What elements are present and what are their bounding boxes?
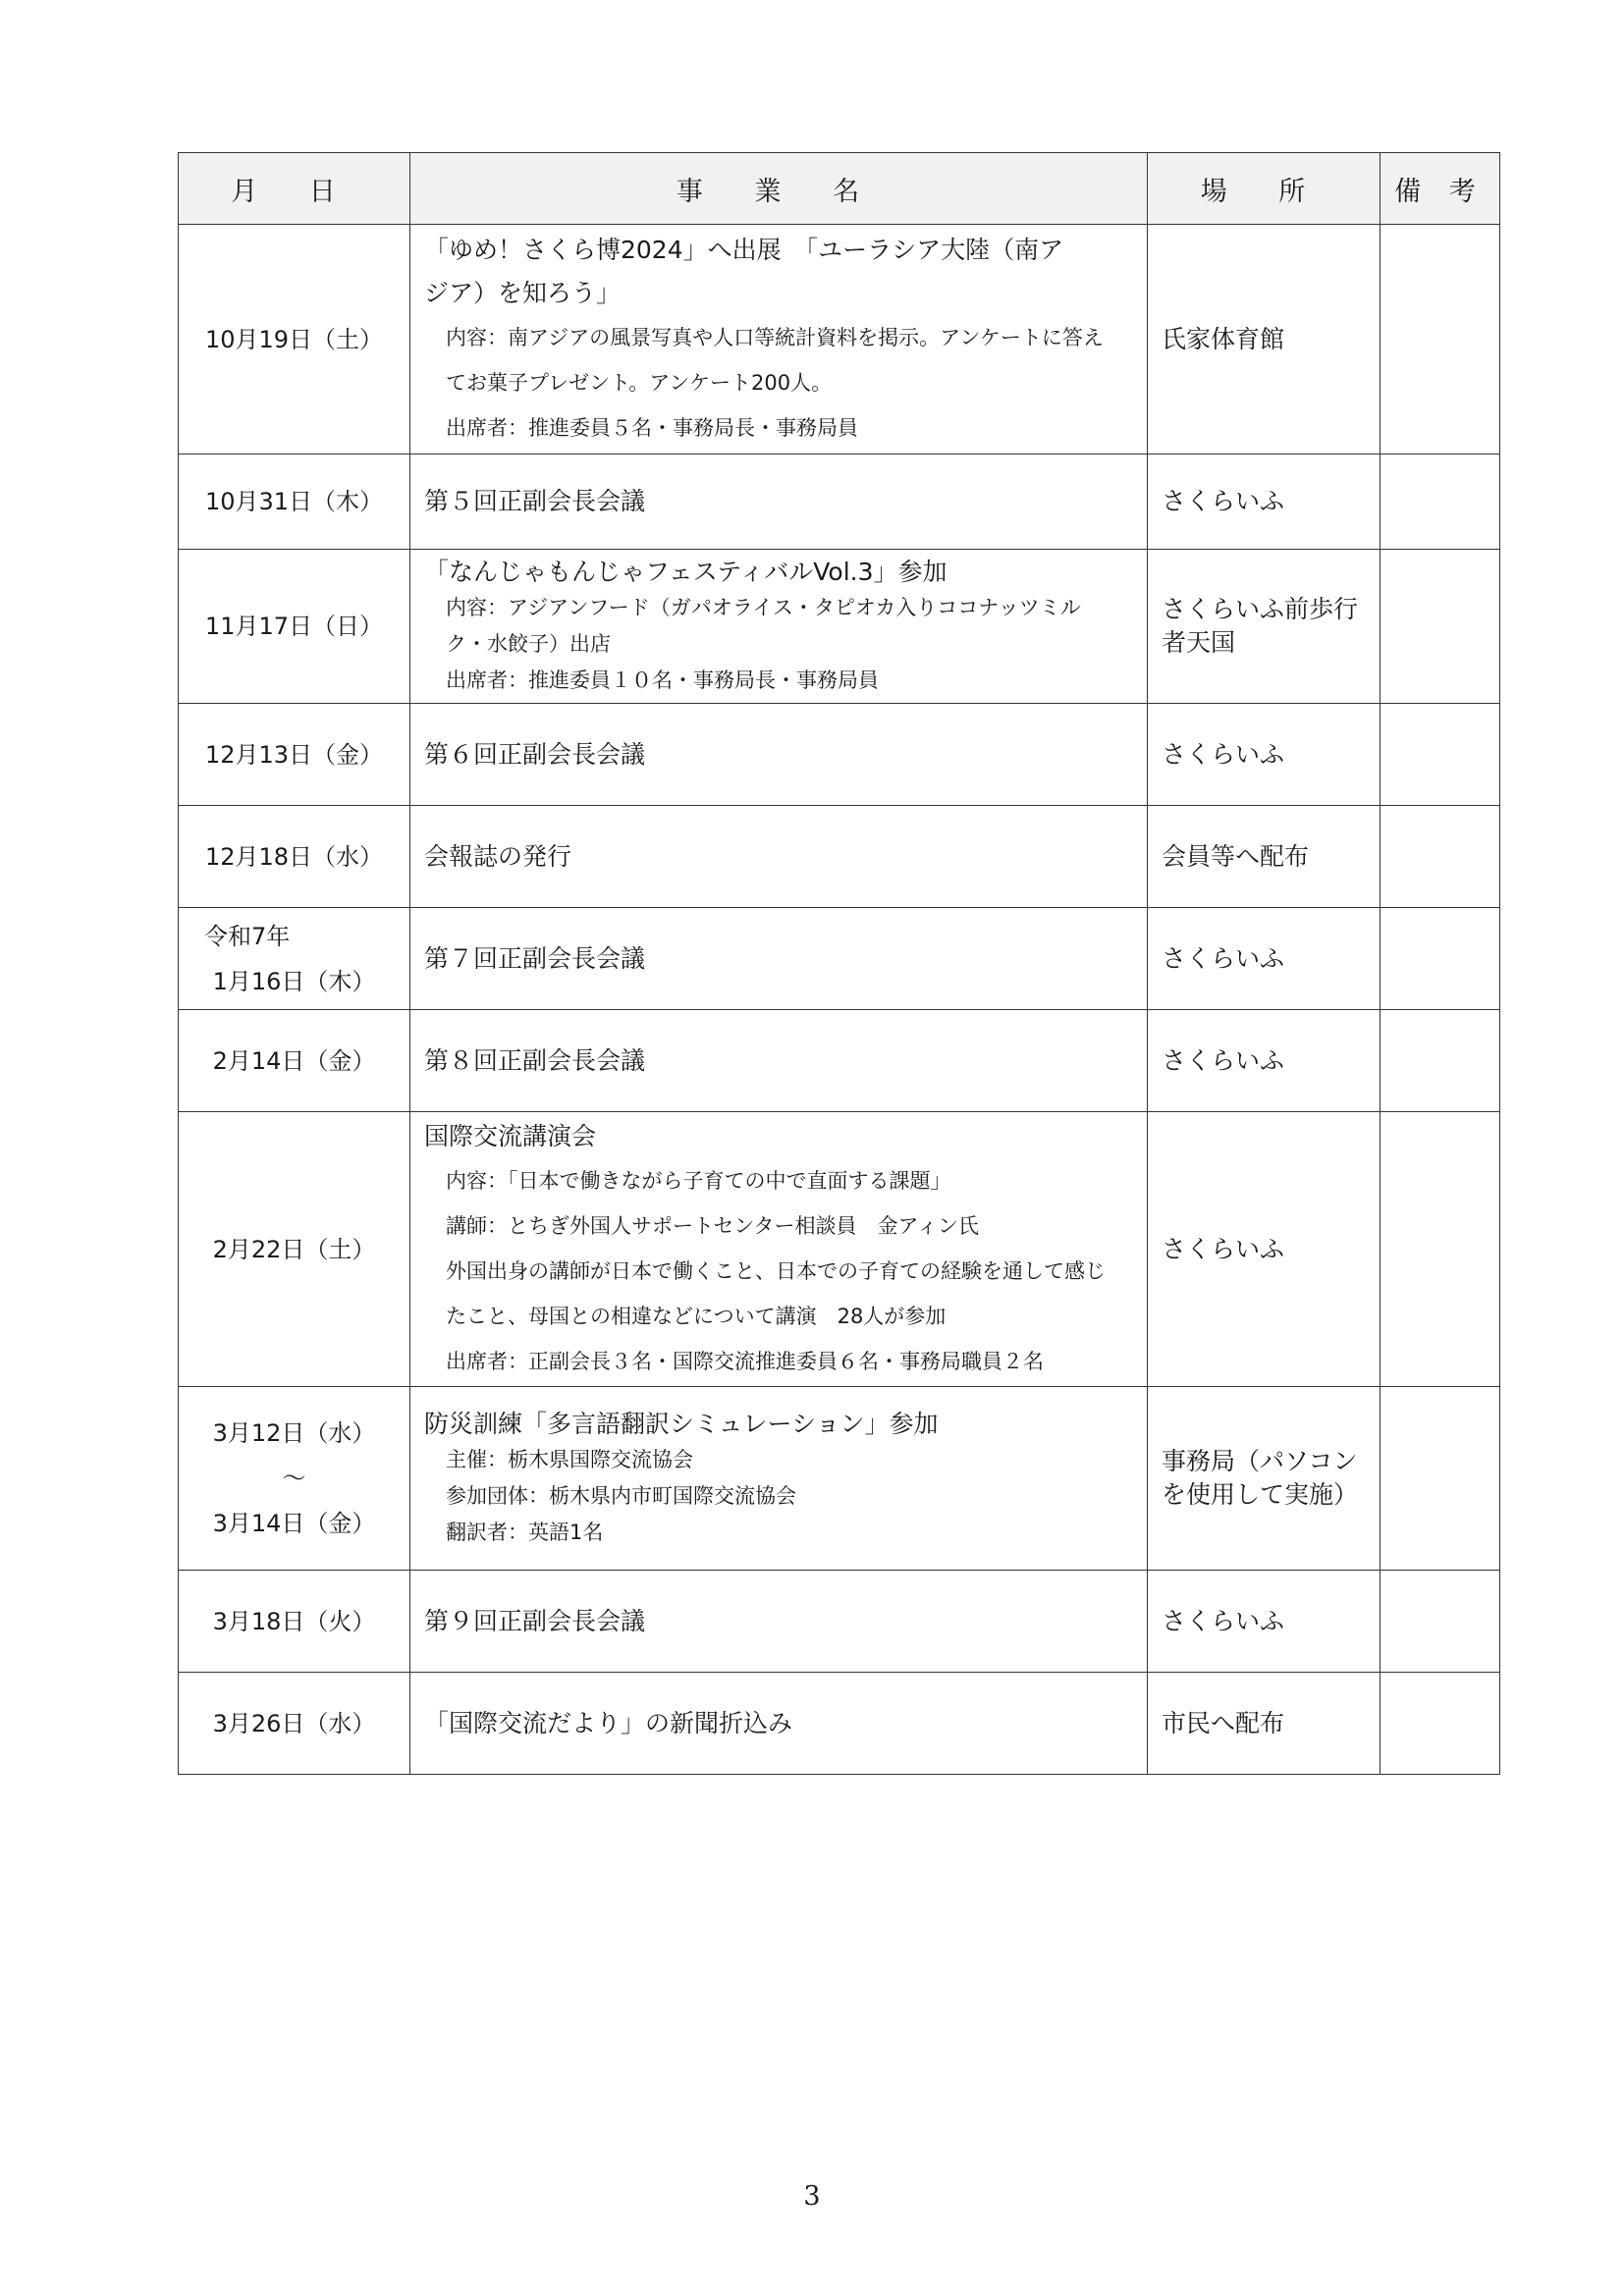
date-cell	[179, 1387, 410, 1571]
date-cell	[179, 225, 410, 454]
event-detail: たこと、母国との相違などについて講演 28人が参加	[446, 1304, 947, 1328]
table-row	[179, 1571, 1500, 1673]
date-line: 1月16日（木）	[212, 967, 376, 995]
event-title: 第８回正副会長会議	[424, 1045, 646, 1075]
event-cell	[410, 1571, 1148, 1673]
event-title: 「国際交流だより」の新聞折込み	[424, 1708, 793, 1737]
event-cell	[410, 454, 1148, 550]
event-title: 第７回正副会長会議	[424, 943, 646, 973]
table-row	[179, 550, 1500, 704]
date-cell	[179, 1673, 410, 1775]
place-cell: さくらいふ	[1148, 1571, 1380, 1673]
header-event: 事 業 名	[410, 153, 1148, 225]
event-cell	[410, 704, 1148, 806]
note-cell	[1380, 225, 1500, 454]
event-detail: 出席者：推進委員１０名・事務局長・事務局員	[446, 668, 879, 692]
table-row	[179, 1673, 1500, 1775]
date-cell	[179, 1571, 410, 1673]
table-row	[179, 1010, 1500, 1112]
place-cell: さくらいふ	[1148, 704, 1380, 806]
event-title: 防災訓練「多言語翻訳シミュレーション」参加	[424, 1410, 939, 1438]
table-row	[179, 806, 1500, 908]
place-cell: さくらいふ	[1148, 1112, 1380, 1387]
event-cell	[410, 908, 1148, 1010]
event-title: 第５回正副会長会議	[424, 487, 646, 515]
date-line: 10月31日（木）	[204, 488, 384, 515]
date-cell	[179, 550, 410, 704]
note-cell	[1380, 550, 1500, 704]
event-cell	[410, 1010, 1148, 1112]
table-row	[179, 908, 1500, 1010]
header-place: 場 所	[1148, 153, 1380, 225]
event-title: 会報誌の発行	[424, 841, 572, 871]
date-line: 3月12日（水）	[212, 1419, 376, 1447]
header-row	[179, 153, 1500, 225]
event-title: 「ゆめ！さくら博2024」へ出展 「ユーラシア大陸（南ア	[424, 235, 1064, 264]
event-detail: 出席者：正副会長３名・国際交流推進委員６名・事務局職員２名	[446, 1349, 1044, 1373]
note-cell	[1380, 1673, 1500, 1775]
date-cell	[179, 704, 410, 806]
event-title: 国際交流講演会	[424, 1121, 597, 1150]
header-note: 備 考	[1380, 153, 1500, 225]
event-title: 第９回正副会長会議	[424, 1606, 646, 1635]
date-cell	[179, 806, 410, 908]
date-line: 11月17日（日）	[204, 613, 384, 640]
table-row	[179, 1387, 1500, 1571]
place-cell: さくらいふ	[1148, 1010, 1380, 1112]
event-detail: 出席者：推進委員５名・事務局長・事務局員	[446, 415, 858, 440]
table-row	[179, 1112, 1500, 1387]
date-line: 10月19日（土）	[204, 325, 384, 353]
event-detail: 内容：「日本で働きながら子育ての中で直面する課題」	[446, 1168, 951, 1193]
event-cell	[410, 806, 1148, 908]
date-line: 2月14日（金）	[212, 1046, 376, 1075]
event-detail: 内容：アジアンフード（ガパオライス・タピオカ入りココナッツミル	[446, 596, 1081, 619]
note-cell	[1380, 806, 1500, 908]
schedule-body	[179, 225, 1500, 1775]
event-cell	[410, 1387, 1148, 1571]
note-cell	[1380, 908, 1500, 1010]
place-cell: 事務局（パソコンを使用して実施）	[1148, 1387, 1380, 1571]
table-row	[179, 704, 1500, 806]
event-cell	[410, 225, 1148, 454]
event-detail: 講師：とちぎ外国人サポートセンター相談員 金アィン氏	[446, 1213, 979, 1238]
event-detail: 主催：栃木県国際交流協会	[446, 1448, 693, 1471]
date-era: 令和7年	[204, 922, 291, 950]
note-cell	[1380, 1571, 1500, 1673]
event-cell	[410, 550, 1148, 704]
date-cell	[179, 908, 410, 1010]
note-cell	[1380, 454, 1500, 550]
date-line: 12月13日（金）	[204, 740, 384, 769]
date-line: 2月22日（土）	[212, 1235, 376, 1263]
place-cell: 氏家体育館	[1148, 225, 1380, 454]
date-line: 3月26日（水）	[212, 1709, 376, 1737]
date-cell	[179, 1010, 410, 1112]
note-cell	[1380, 704, 1500, 806]
note-cell	[1380, 1010, 1500, 1112]
table-row	[179, 454, 1500, 550]
event-detail: ク・水餃子）出店	[446, 632, 611, 656]
table-row	[179, 225, 1500, 454]
page-number: 3	[803, 2181, 821, 2212]
note-cell	[1380, 1112, 1500, 1387]
event-detail: 参加団体：栃木県内市町国際交流協会	[446, 1484, 796, 1508]
date-cell	[179, 1112, 410, 1387]
event-cell	[410, 1673, 1148, 1775]
event-detail: てお菓子プレゼント。アンケート200人。	[446, 370, 833, 395]
event-detail: 外国出身の講師が日本で働くこと、日本での子育ての経験を通して感じ	[446, 1258, 1106, 1283]
event-title: 第６回正副会長会議	[424, 739, 646, 769]
place-cell: さくらいふ	[1148, 454, 1380, 550]
date-line: ～	[282, 1465, 306, 1492]
place-cell: 市民へ配布	[1148, 1673, 1380, 1775]
schedule-table	[178, 152, 1500, 1775]
date-cell	[179, 454, 410, 550]
event-title: 「なんじゃもんじゃフェスティバルVol.3」参加	[424, 558, 947, 586]
event-cell	[410, 1112, 1148, 1387]
place-cell: さくらいふ前歩行者天国	[1148, 550, 1380, 704]
date-line: 3月14日（金）	[212, 1510, 376, 1537]
date-line: 3月18日（火）	[212, 1607, 376, 1635]
place-cell: さくらいふ	[1148, 908, 1380, 1010]
note-cell	[1380, 1387, 1500, 1571]
header-date: 月 日	[179, 153, 410, 225]
event-detail: 内容：南アジアの風景写真や人口等統計資料を掲示。アンケートに答え	[446, 325, 1104, 349]
event-detail: 翻訳者：英語1名	[446, 1521, 604, 1544]
place-cell: 会員等へ配布	[1148, 806, 1380, 908]
event-title: ジア）を知ろう」	[424, 278, 622, 307]
date-line: 12月18日（水）	[204, 842, 384, 871]
